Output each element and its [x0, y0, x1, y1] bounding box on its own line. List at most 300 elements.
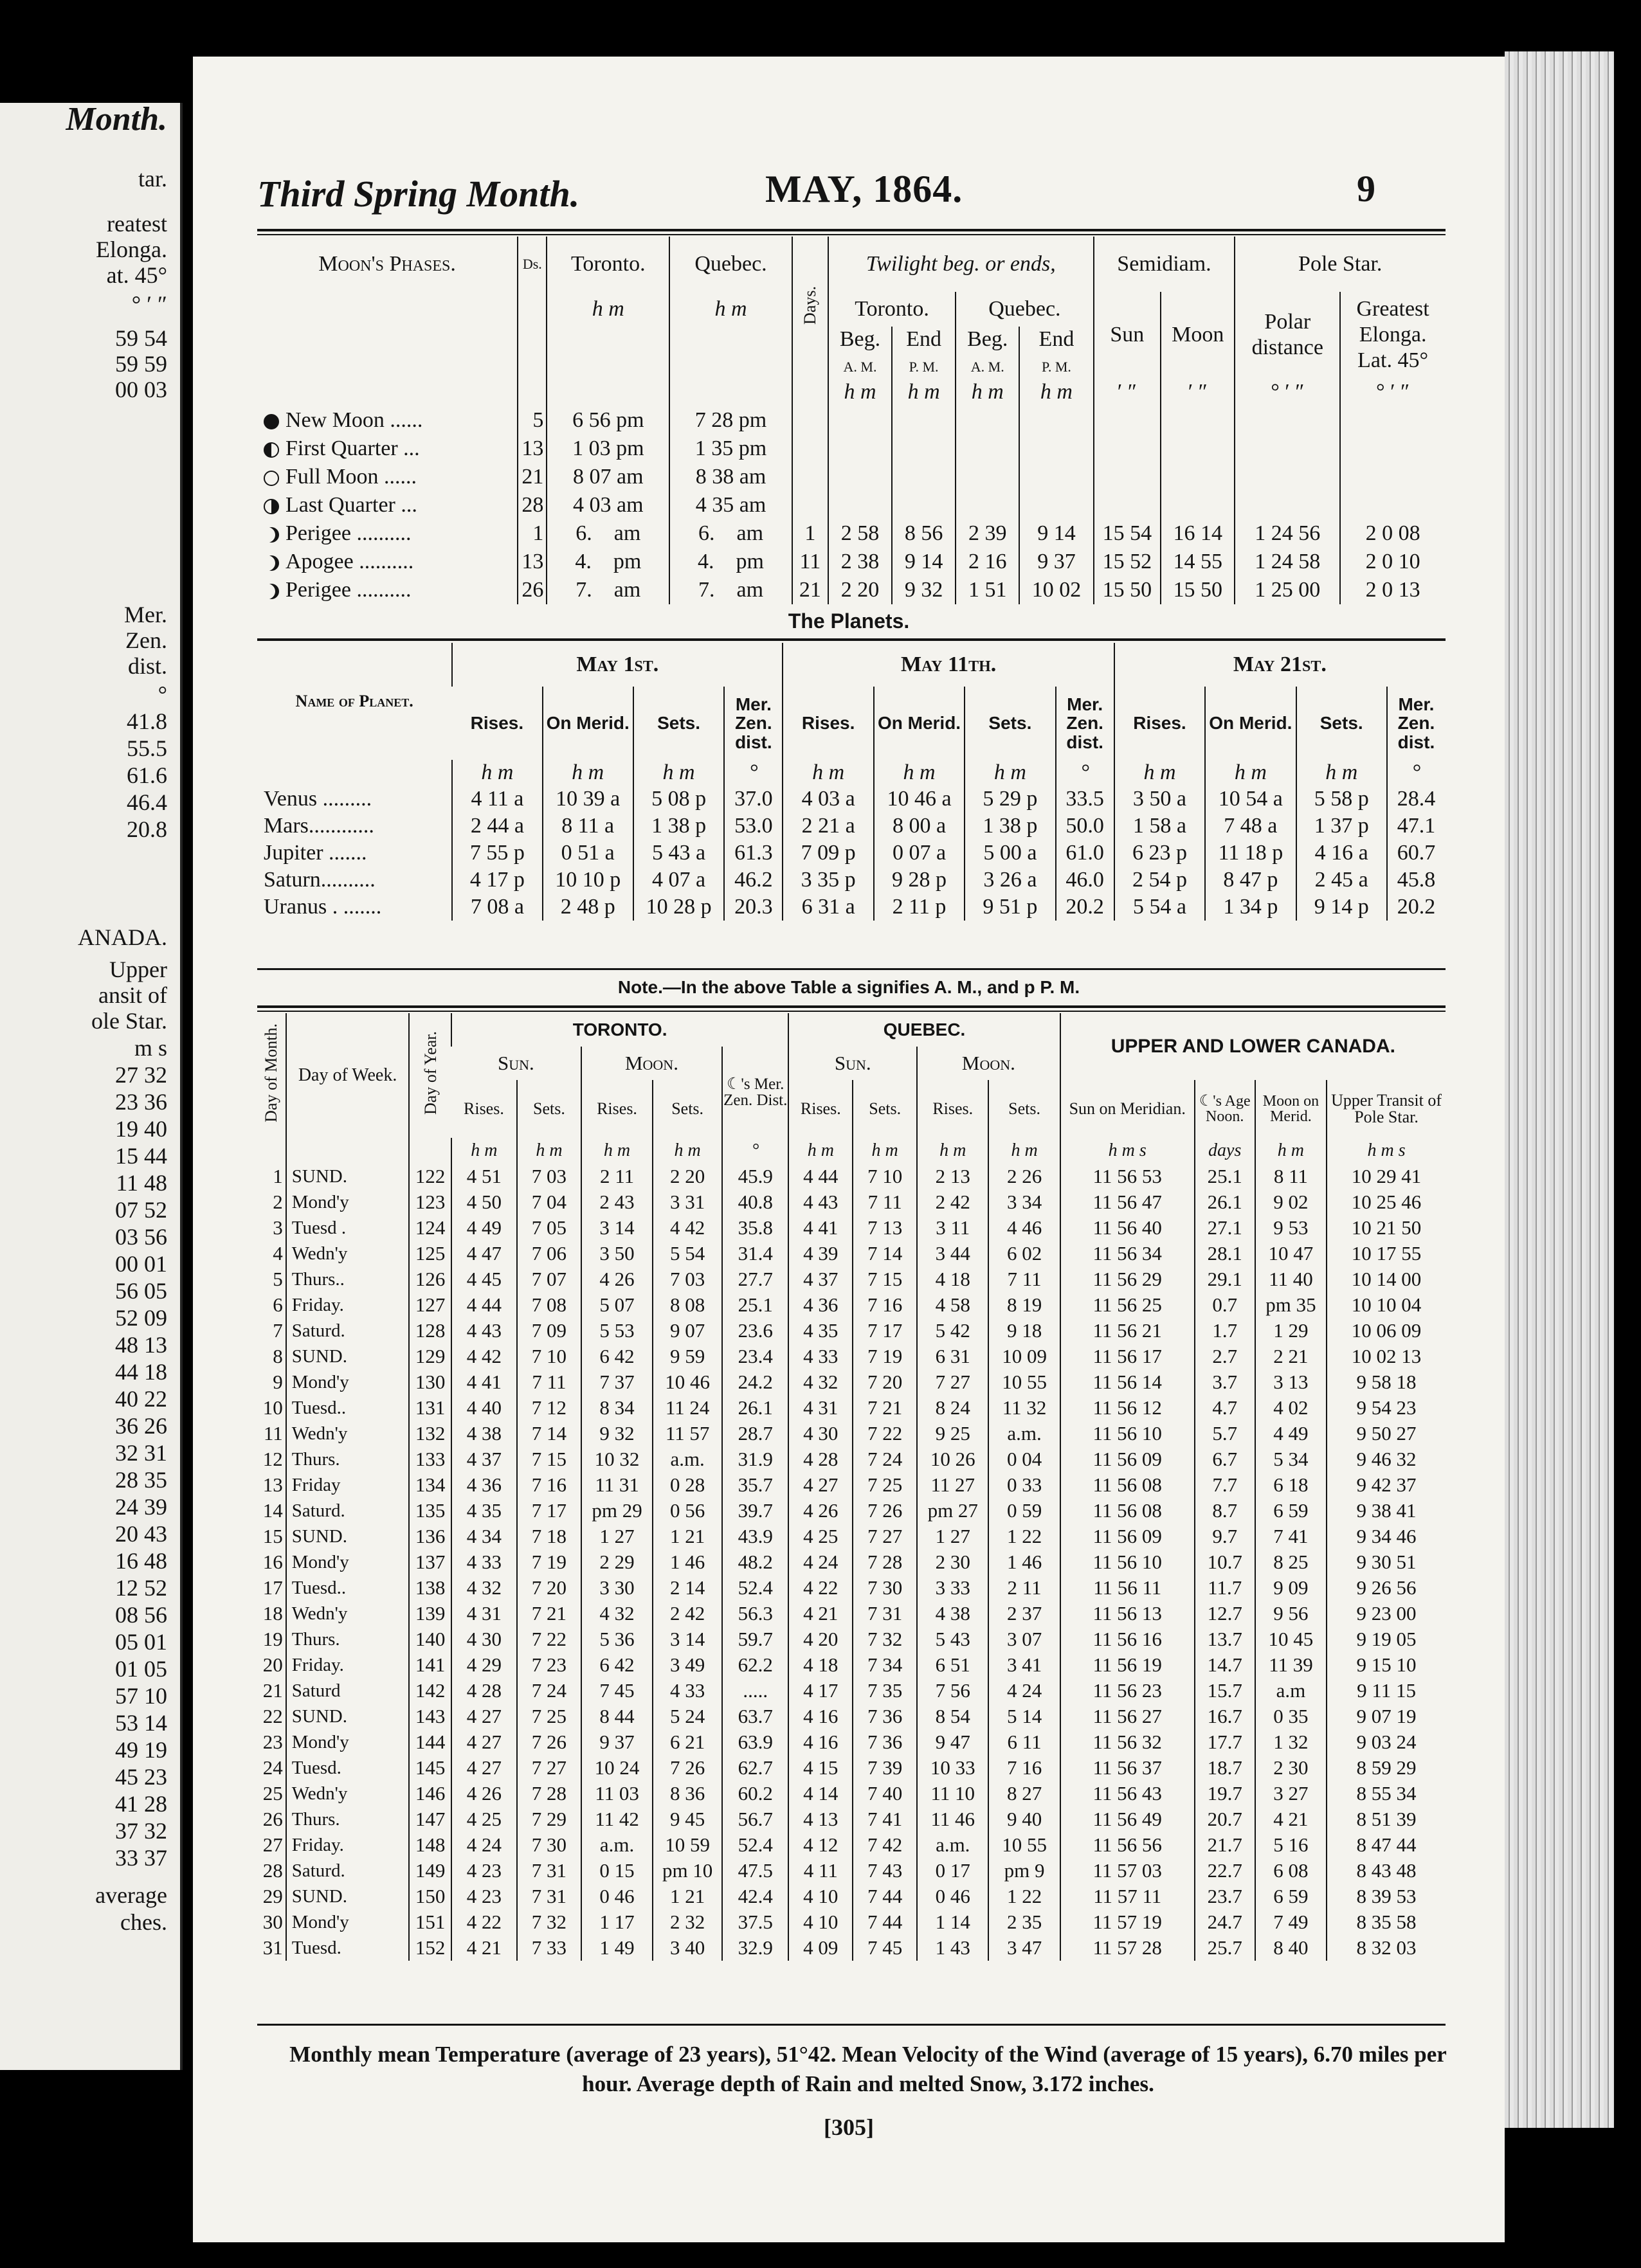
almanac-page — [193, 57, 1505, 2242]
quebec-end: 9 37 — [1019, 548, 1093, 576]
phase-row — [257, 519, 1445, 548]
que-sun-rises: 4 10 — [788, 1884, 853, 1909]
que-sun-rises: 4 44 — [788, 1164, 853, 1189]
quebec-beg: 2 39 — [956, 519, 1019, 548]
day-of-year: 128 — [409, 1318, 451, 1344]
tor-moon-rises: 5 53 — [581, 1318, 653, 1344]
tor-moon-rises: 1 49 — [581, 1935, 653, 1961]
sun-on-meridian: 11 56 29 — [1060, 1266, 1195, 1292]
que-moon-rises: 3 33 — [917, 1575, 988, 1601]
phase-name: New Moon ...... — [257, 406, 518, 435]
tor-moon-sets: 5 24 — [653, 1704, 722, 1729]
tor-sun-sets: 7 26 — [517, 1729, 581, 1755]
moon-on-merid: 9 56 — [1255, 1601, 1327, 1626]
que-sun-sets: 7 16 — [853, 1292, 917, 1318]
day-of-month: 25 — [262, 1781, 283, 1805]
que-sun-rises: 4 26 — [788, 1498, 853, 1524]
que-sun-rises: 4 39 — [788, 1241, 853, 1266]
que-sun-sets: 7 25 — [853, 1472, 917, 1498]
daily-row — [257, 1215, 1446, 1241]
semidiam-header: Semidiam. — [1094, 237, 1235, 292]
header-title: MAY, 1864. — [765, 168, 963, 210]
moon-age: 9.7 — [1195, 1524, 1255, 1549]
day-of-month: 15 — [262, 1524, 283, 1547]
end-header: End — [1038, 327, 1074, 351]
rises-header: Rises. — [788, 1080, 853, 1138]
rule — [257, 229, 1446, 231]
left-page-text: 40 22 — [115, 1386, 167, 1412]
que-sun-rises: 4 36 — [788, 1292, 853, 1318]
day-of-week: Tuesd. — [286, 1755, 410, 1781]
left-page-text: ansit of — [98, 982, 167, 1008]
tor-sun-rises: 4 30 — [451, 1626, 517, 1652]
tor-sun-sets: 7 24 — [517, 1678, 581, 1704]
planet-name: Mars............ — [264, 814, 374, 838]
moon-age: 29.1 — [1195, 1266, 1255, 1292]
moon-mer-zen: 32.9 — [722, 1935, 788, 1961]
que-sun-rises: 4 18 — [788, 1652, 853, 1678]
moon-on-merid: 9 53 — [1255, 1215, 1327, 1241]
moon-age: 8.7 — [1195, 1498, 1255, 1524]
planet-value: 8 00 a — [874, 813, 965, 840]
tor-moon-sets: a.m. — [653, 1446, 722, 1472]
day-of-month: 21 — [262, 1679, 283, 1702]
left-page-text: 08 56 — [115, 1602, 167, 1628]
tor-sun-rises: 4 26 — [451, 1781, 517, 1806]
que-moon-sets: 10 09 — [988, 1344, 1060, 1369]
phase-row — [257, 463, 1445, 491]
phase-quebec: 6. am — [669, 519, 792, 548]
twilight-day: 21 — [792, 576, 828, 604]
phase-day: 5 — [518, 406, 547, 435]
sun-on-meridian: 11 56 08 — [1060, 1472, 1195, 1498]
pole-star-transit: 8 59 29 — [1327, 1755, 1446, 1781]
planet-value: 2 54 p — [1114, 867, 1205, 894]
sets-header: Sets. — [517, 1080, 581, 1138]
tor-moon-sets: 3 49 — [653, 1652, 722, 1678]
moon-age: 28.1 — [1195, 1241, 1255, 1266]
planet-value: 7 48 a — [1205, 813, 1296, 840]
planet-row — [257, 894, 1445, 921]
tor-sun-rises: 4 21 — [451, 1935, 517, 1961]
day-of-week: Thurs. — [286, 1626, 410, 1652]
planet-unit: h m — [543, 760, 633, 786]
sun-on-meridian: 11 57 28 — [1060, 1935, 1195, 1961]
left-page-text: Upper — [109, 957, 167, 982]
moon-mer-zen: 62.7 — [722, 1755, 788, 1781]
day-of-month: 14 — [262, 1498, 283, 1522]
page-ref: [305] — [824, 2114, 874, 2140]
left-page-text: 33 37 — [115, 1845, 167, 1871]
que-sun-sets: 7 19 — [853, 1344, 917, 1369]
que-moon-sets: 3 07 — [988, 1626, 1060, 1652]
semidiam-moon: 14 55 — [1161, 548, 1235, 576]
pole-star-transit: 10 21 50 — [1327, 1215, 1446, 1241]
day-of-month: 16 — [262, 1550, 283, 1573]
tor-moon-rises: 5 07 — [581, 1292, 653, 1318]
tor-moon-sets: 1 21 — [653, 1884, 722, 1909]
day-of-month: 10 — [262, 1396, 283, 1419]
day-of-year: 141 — [409, 1652, 451, 1678]
planet-col-header: Mer. Zen. dist. — [1056, 687, 1114, 760]
moon-on-merid: 6 08 — [1255, 1858, 1327, 1884]
que-sun-sets: 7 40 — [853, 1781, 917, 1806]
blank — [1235, 435, 1340, 463]
daily-unit: h m s — [1327, 1138, 1446, 1164]
rule — [257, 234, 1446, 235]
pole-star-transit: 8 43 48 — [1327, 1858, 1446, 1884]
phase-row — [257, 548, 1445, 576]
que-sun-sets: 7 36 — [853, 1704, 917, 1729]
tor-sun-rises: 4 47 — [451, 1241, 517, 1266]
page-number: 9 — [1357, 168, 1375, 210]
sun-on-meridian: 11 56 13 — [1060, 1601, 1195, 1626]
phase-row — [257, 576, 1445, 604]
phase-quebec: 1 35 pm — [669, 435, 792, 463]
day-of-week: Friday. — [286, 1652, 410, 1678]
planet-value: 1 38 p — [633, 813, 724, 840]
planet-value: 6 23 p — [1114, 840, 1205, 867]
sets-header: Sets. — [653, 1080, 722, 1138]
tor-moon-sets: 1 21 — [653, 1524, 722, 1549]
planet-row — [257, 786, 1445, 813]
sun-on-meridian: 11 56 43 — [1060, 1781, 1195, 1806]
day-of-week: Friday. — [286, 1832, 410, 1858]
daily-row — [257, 1344, 1446, 1369]
pole-star-transit: 9 11 15 — [1327, 1678, 1446, 1704]
blank — [1019, 491, 1093, 519]
day-of-year: 123 — [409, 1189, 451, 1215]
phase-name: Perigee .......... — [257, 576, 518, 604]
sun-on-meridian: 11 56 47 — [1060, 1189, 1195, 1215]
tor-sun-sets: 7 06 — [517, 1241, 581, 1266]
pole-star-transit: 9 26 56 — [1327, 1575, 1446, 1601]
day-of-year: 142 — [409, 1678, 451, 1704]
moon-age: 20.7 — [1195, 1806, 1255, 1832]
left-page-text: 59 59 — [115, 351, 167, 377]
rule — [257, 968, 1446, 970]
que-sun-rises: 4 31 — [788, 1395, 853, 1421]
day-of-week: Friday. — [286, 1292, 410, 1318]
tor-moon-rises: a.m. — [581, 1832, 653, 1858]
blank — [1019, 406, 1093, 435]
blank — [1161, 435, 1235, 463]
sun-on-meridian: 11 56 49 — [1060, 1806, 1195, 1832]
tor-sun-sets: 7 21 — [517, 1601, 581, 1626]
moon-on-merid: 4 49 — [1255, 1421, 1327, 1446]
blank — [547, 378, 669, 406]
toronto-beg: 2 20 — [828, 576, 892, 604]
rule — [257, 638, 1446, 641]
planet-value: 53.0 — [724, 813, 783, 840]
phase-quebec: 4 35 am — [669, 491, 792, 519]
phase-toronto: 7. am — [547, 576, 669, 604]
blank — [828, 406, 892, 435]
date-header-3: May 21st. — [1114, 643, 1445, 687]
tw-quebec-header: Quebec. — [956, 292, 1093, 327]
planet-value: 0 51 a — [543, 840, 633, 867]
blank — [828, 435, 892, 463]
daily-row — [257, 1781, 1446, 1806]
planet-value: 2 11 p — [874, 894, 965, 921]
que-sun-rises: 4 30 — [788, 1421, 853, 1446]
rule — [257, 1011, 1446, 1012]
tor-sun-rises: 4 31 — [451, 1601, 517, 1626]
blank — [1340, 463, 1445, 491]
sun-on-meridian: 11 56 21 — [1060, 1318, 1195, 1344]
planet-value: 7 55 p — [452, 840, 542, 867]
sun-on-meridian: 11 56 17 — [1060, 1344, 1195, 1369]
daily-row — [257, 1498, 1446, 1524]
que-sun-rises: 4 16 — [788, 1704, 853, 1729]
que-moon-header: Moon. — [917, 1047, 1060, 1080]
pole-star-transit: 9 46 32 — [1327, 1446, 1446, 1472]
semidiam-moon: 16 14 — [1161, 519, 1235, 548]
tor-sun-sets: 7 23 — [517, 1652, 581, 1678]
tor-sun-rises: 4 36 — [451, 1472, 517, 1498]
tor-sun-header: Sun. — [497, 1051, 534, 1074]
quebec-beg: 1 51 — [956, 576, 1019, 604]
moon-mer-zen: ..... — [722, 1678, 788, 1704]
que-moon-rises: 10 33 — [917, 1755, 988, 1781]
tor-moon-sets: 7 26 — [653, 1755, 722, 1781]
day-of-week: SUND. — [286, 1884, 410, 1909]
canada-section: UPPER AND LOWER CANADA. — [1060, 1013, 1446, 1080]
blank — [1019, 463, 1093, 491]
day-of-week: SUND. — [286, 1524, 410, 1549]
tor-moon-rises: 11 03 — [581, 1781, 653, 1806]
daily-row — [257, 1909, 1446, 1935]
moon-age: 11.7 — [1195, 1575, 1255, 1601]
moon-age-header: ☾'s Age Noon. — [1195, 1080, 1255, 1138]
que-sun-sets: 7 11 — [853, 1189, 917, 1215]
pole-star-transit: 9 07 19 — [1327, 1704, 1446, 1729]
toronto-beg: 2 58 — [828, 519, 892, 548]
hm-unit: h m — [892, 378, 956, 406]
phases-header: Moon's Phases. — [318, 251, 456, 276]
que-sun-sets: 7 35 — [853, 1678, 917, 1704]
moon-mer-zen: 27.7 — [722, 1266, 788, 1292]
day-of-year: 151 — [409, 1909, 451, 1935]
moon-age: 21.7 — [1195, 1832, 1255, 1858]
daily-unit: h m s — [1060, 1138, 1195, 1164]
day-of-month: 29 — [262, 1884, 283, 1907]
left-page-text: 11 48 — [116, 1170, 167, 1196]
daily-row — [257, 1575, 1446, 1601]
moon-on-merid: 6 59 — [1255, 1498, 1327, 1524]
que-sun-sets: 7 24 — [853, 1446, 917, 1472]
que-moon-rises: 5 42 — [917, 1318, 988, 1344]
que-sun-sets: 7 20 — [853, 1369, 917, 1395]
daily-row — [257, 1601, 1446, 1626]
daily-unit: h m — [653, 1138, 722, 1164]
tor-moon-rises: 0 15 — [581, 1858, 653, 1884]
planet-value: 1 34 p — [1205, 894, 1296, 921]
blank — [1340, 406, 1445, 435]
daily-unit: days — [1195, 1138, 1255, 1164]
blank — [892, 406, 956, 435]
que-moon-sets: 5 14 — [988, 1704, 1060, 1729]
planet-value: 28.4 — [1387, 786, 1445, 813]
day-of-year: 145 — [409, 1755, 451, 1781]
que-sun-rises: 4 14 — [788, 1781, 853, 1806]
tor-moon-sets: pm 10 — [653, 1858, 722, 1884]
left-page-text: 48 13 — [115, 1332, 167, 1358]
que-moon-rises: 3 11 — [917, 1215, 988, 1241]
tor-sun-sets: 7 08 — [517, 1292, 581, 1318]
day-of-year: 152 — [409, 1935, 451, 1961]
phase-day: 28 — [518, 491, 547, 519]
day-of-week: Wedn'y — [286, 1421, 410, 1446]
tor-moon-sets: 0 28 — [653, 1472, 722, 1498]
day-of-month: 7 — [273, 1318, 283, 1342]
blank — [792, 491, 828, 519]
que-sun-rises: 4 33 — [788, 1344, 853, 1369]
tor-moon-rises: 3 30 — [581, 1575, 653, 1601]
tor-sun-rises: 4 23 — [451, 1858, 517, 1884]
planet-value: 5 08 p — [633, 786, 724, 813]
blank — [1235, 491, 1340, 519]
daily-row — [257, 1806, 1446, 1832]
tor-sun-rises: 4 33 — [451, 1549, 517, 1575]
left-page-text: 27 32 — [115, 1062, 167, 1088]
pole-star-transit: 9 42 37 — [1327, 1472, 1446, 1498]
tor-sun-rises: 4 38 — [451, 1421, 517, 1446]
day-of-year: 126 — [409, 1266, 451, 1292]
phase-quebec: 7. am — [669, 576, 792, 604]
left-page-text: 49 19 — [115, 1737, 167, 1763]
planet-value: 46.0 — [1056, 867, 1114, 894]
full-moon-icon — [264, 471, 279, 486]
moon-on-merid: 8 40 — [1255, 1935, 1327, 1961]
blank — [1094, 491, 1161, 519]
left-page-text: 28 35 — [115, 1467, 167, 1493]
day-of-week: SUND. — [286, 1164, 410, 1189]
tor-sun-sets: 7 31 — [517, 1858, 581, 1884]
moon-mer-zen: 23.6 — [722, 1318, 788, 1344]
left-page-text: dist. — [127, 653, 167, 679]
que-moon-rises: 7 56 — [917, 1678, 988, 1704]
pole-star-transit: 8 39 53 — [1327, 1884, 1446, 1909]
moon-mer-zen: 59.7 — [722, 1626, 788, 1652]
daily-row — [257, 1266, 1446, 1292]
phases-table — [257, 237, 1445, 604]
tor-moon-sets: 2 20 — [653, 1164, 722, 1189]
moon-age: 1.7 — [1195, 1318, 1255, 1344]
moon-age: 14.7 — [1195, 1652, 1255, 1678]
tor-sun-rises: 4 35 — [451, 1498, 517, 1524]
day-of-year: 133 — [409, 1446, 451, 1472]
que-sun-sets: 7 17 — [853, 1318, 917, 1344]
pole-star-transit: 8 51 39 — [1327, 1806, 1446, 1832]
day-of-week: Thurs. — [286, 1806, 410, 1832]
daily-row — [257, 1369, 1446, 1395]
que-moon-rises: 8 54 — [917, 1704, 988, 1729]
tor-moon-sets: 3 40 — [653, 1935, 722, 1961]
tor-moon-rises: 2 29 — [581, 1549, 653, 1575]
phase-name: Full Moon ...... — [257, 463, 518, 491]
que-sun-rises: 4 32 — [788, 1369, 853, 1395]
planet-value: 37.0 — [724, 786, 783, 813]
planet-value: 10 54 a — [1205, 786, 1296, 813]
planets-note: Note.—In the above Table a signifies A. M., and p P. M. — [617, 977, 1080, 997]
crescent-moon-icon — [264, 555, 279, 571]
que-moon-rises: 10 26 — [917, 1446, 988, 1472]
toronto-header: Toronto. — [547, 237, 669, 292]
planet-value: 6 31 a — [783, 894, 873, 921]
daily-row — [257, 1549, 1446, 1575]
left-page-text: Elonga. — [96, 237, 167, 262]
que-moon-rises: 1 27 — [917, 1524, 988, 1549]
left-page-text: 23 36 — [115, 1089, 167, 1115]
que-moon-sets: a.m. — [988, 1421, 1060, 1446]
moon-mer-zen: 28.7 — [722, 1421, 788, 1446]
que-sun-sets: 7 30 — [853, 1575, 917, 1601]
que-sun-rises: 4 43 — [788, 1189, 853, 1215]
pole-star-transit: 8 32 03 — [1327, 1935, 1446, 1961]
left-page-text: 24 39 — [115, 1494, 167, 1520]
pole-star-transit: 9 54 23 — [1327, 1395, 1446, 1421]
planet-row — [257, 813, 1445, 840]
blank — [1094, 463, 1161, 491]
tor-moon-sets: 4 42 — [653, 1215, 722, 1241]
que-moon-sets: 6 11 — [988, 1729, 1060, 1755]
greatest-elonga: 2 0 13 — [1340, 576, 1445, 604]
day-of-month: 27 — [262, 1833, 283, 1856]
pole-star-transit: 9 58 18 — [1327, 1369, 1446, 1395]
phase-day: 13 — [518, 548, 547, 576]
toronto-section: TORONTO. — [451, 1013, 789, 1047]
que-moon-sets: 9 18 — [988, 1318, 1060, 1344]
tor-sun-sets: 7 19 — [517, 1549, 581, 1575]
planet-unit: h m — [452, 760, 542, 786]
phase-day: 21 — [518, 463, 547, 491]
left-page-text: average — [95, 1882, 167, 1908]
tor-moon-rises: 4 32 — [581, 1601, 653, 1626]
left-page-text: m s — [134, 1035, 167, 1061]
moon-mer-zen: 52.4 — [722, 1832, 788, 1858]
tor-sun-rises: 4 25 — [451, 1806, 517, 1832]
moon-on-merid: 2 30 — [1255, 1755, 1327, 1781]
moon-on-merid: a.m — [1255, 1678, 1327, 1704]
daily-row — [257, 1421, 1446, 1446]
tor-sun-rises: 4 24 — [451, 1832, 517, 1858]
daily-row — [257, 1884, 1446, 1909]
mer-zen-header: ☾'s Mer. Zen. Dist. — [722, 1047, 788, 1138]
day-of-year: 132 — [409, 1421, 451, 1446]
tor-moon-rises: 8 34 — [581, 1395, 653, 1421]
tor-sun-rises: 4 51 — [451, 1164, 517, 1189]
tor-sun-sets: 7 30 — [517, 1832, 581, 1858]
moon-age: 27.1 — [1195, 1215, 1255, 1241]
planet-value: 61.3 — [724, 840, 783, 867]
phase-quebec: 8 38 am — [669, 463, 792, 491]
que-moon-rises: pm 27 — [917, 1498, 988, 1524]
tor-moon-sets: 1 46 — [653, 1549, 722, 1575]
moon-on-merid: 9 02 — [1255, 1189, 1327, 1215]
daily-row — [257, 1446, 1446, 1472]
day-of-month: 31 — [262, 1936, 283, 1959]
tor-sun-sets: 7 27 — [517, 1755, 581, 1781]
tw-toronto-header: Toronto. — [828, 292, 956, 327]
sun-on-meridian: 11 56 16 — [1060, 1626, 1195, 1652]
left-page-text: ° ′ ″ — [131, 291, 167, 317]
pole-star-transit: 9 50 27 — [1327, 1421, 1446, 1446]
que-moon-rises: 1 43 — [917, 1935, 988, 1961]
planet-value: 7 08 a — [452, 894, 542, 921]
moon-mer-zen: 31.4 — [722, 1241, 788, 1266]
pole-star-transit: 10 25 46 — [1327, 1189, 1446, 1215]
